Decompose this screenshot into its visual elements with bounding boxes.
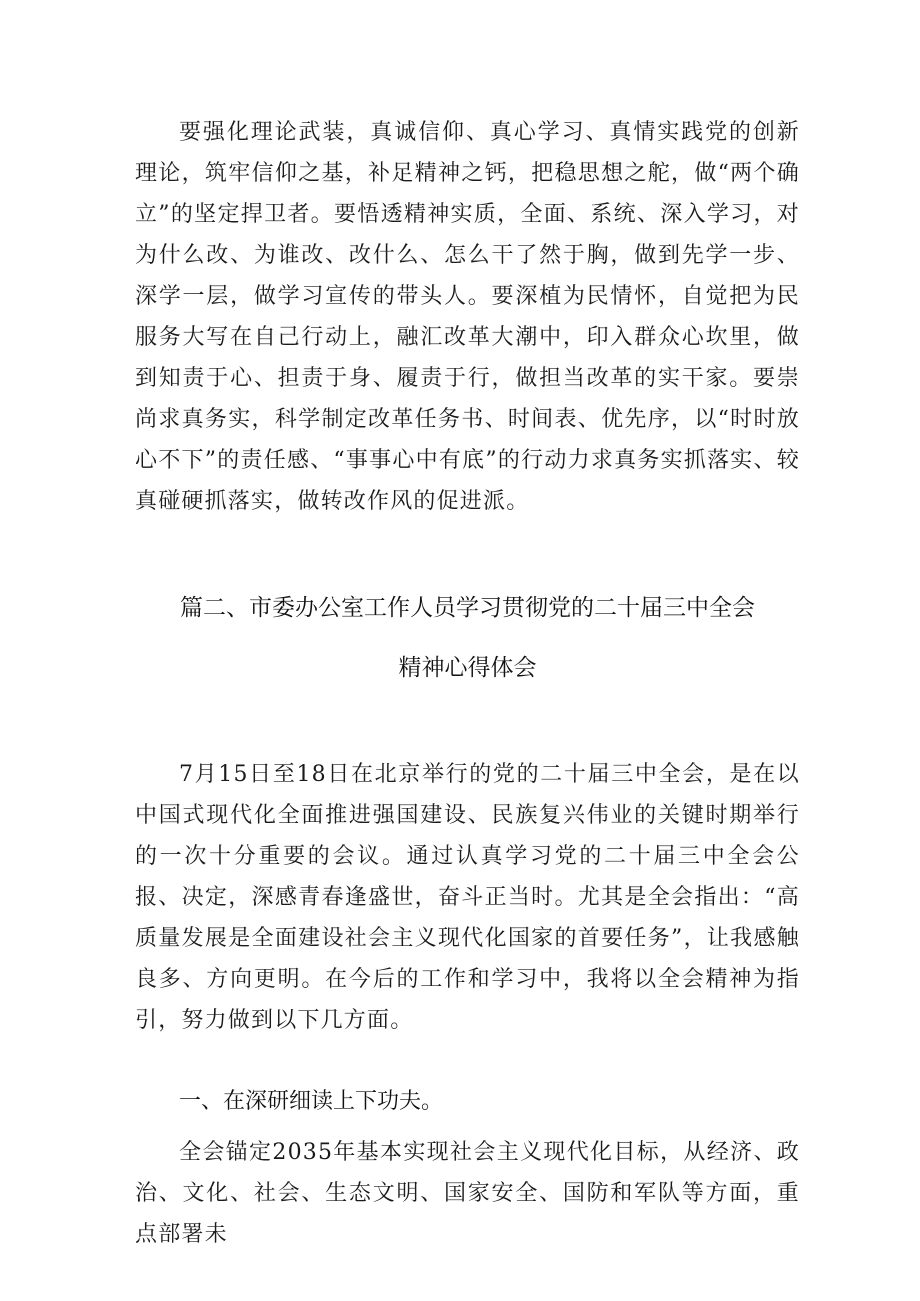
body-paragraph-1: 要强化理论武装，真诚信仰、真心学习、真情实践党的创新理论，筑牢信仰之基，补足精神之钙，把稳思想之舵，做“两个确立”的坚定捍卫者。要悟透精神实质，全面、系统、深入学习，对为什么改、为谁改、改什么、怎么干了然于胸，做到先学一步、深学一层，做学习宣传的带头人。要深植为民情怀，自觉把为民服务大写在自己行动上，融汇改革大潮中，印入群众心坎里，做到知责于心、担责于身、履责于行，做担当改革的实干家。要崇尚求真务实，科学制定改革任务书、时间表、优先序，以“时时放心不下”的责任感、“事事心中有底”的行动力求真务实抓落实、较真碰硬抓落实，做转改作风的促进派。 [135,120,800,514]
body-paragraph-2: 7月15日至18日在北京举行的党的二十届三中全会，是在以中国式现代化全面推进强国建设、民族复兴伟业的关键时期举行的一次十分重要的会议。通过认真学习党的二十届三中全会公报、决定，深感青春逢盛世，奋斗正当时。尤其是全会指出：“高质量发展是全面建设社会主义现代化国家的首要任务”，让我感触良多、方向更明。在今后的工作和学习中，我将以全会精神为指引，努力做到以下几方面。 [135,762,800,1033]
body-paragraph-3: 全会锚定2035年基本实现社会主义现代化目标，从经济、政治、文化、社会、生态文明、国家安全、国防和军队等方面，重点部署未 [135,1140,800,1247]
document-body [135,112,800,1255]
section-heading-1: 一、在深研细读上下功夫。 [179,1089,444,1114]
article-title-line-2: 精神心得体会 [398,655,537,681]
article-title-line-1: 篇二、市委办公室工作人员学习贯彻党的二十届三中全会 [180,595,755,621]
article-title [135,578,800,698]
